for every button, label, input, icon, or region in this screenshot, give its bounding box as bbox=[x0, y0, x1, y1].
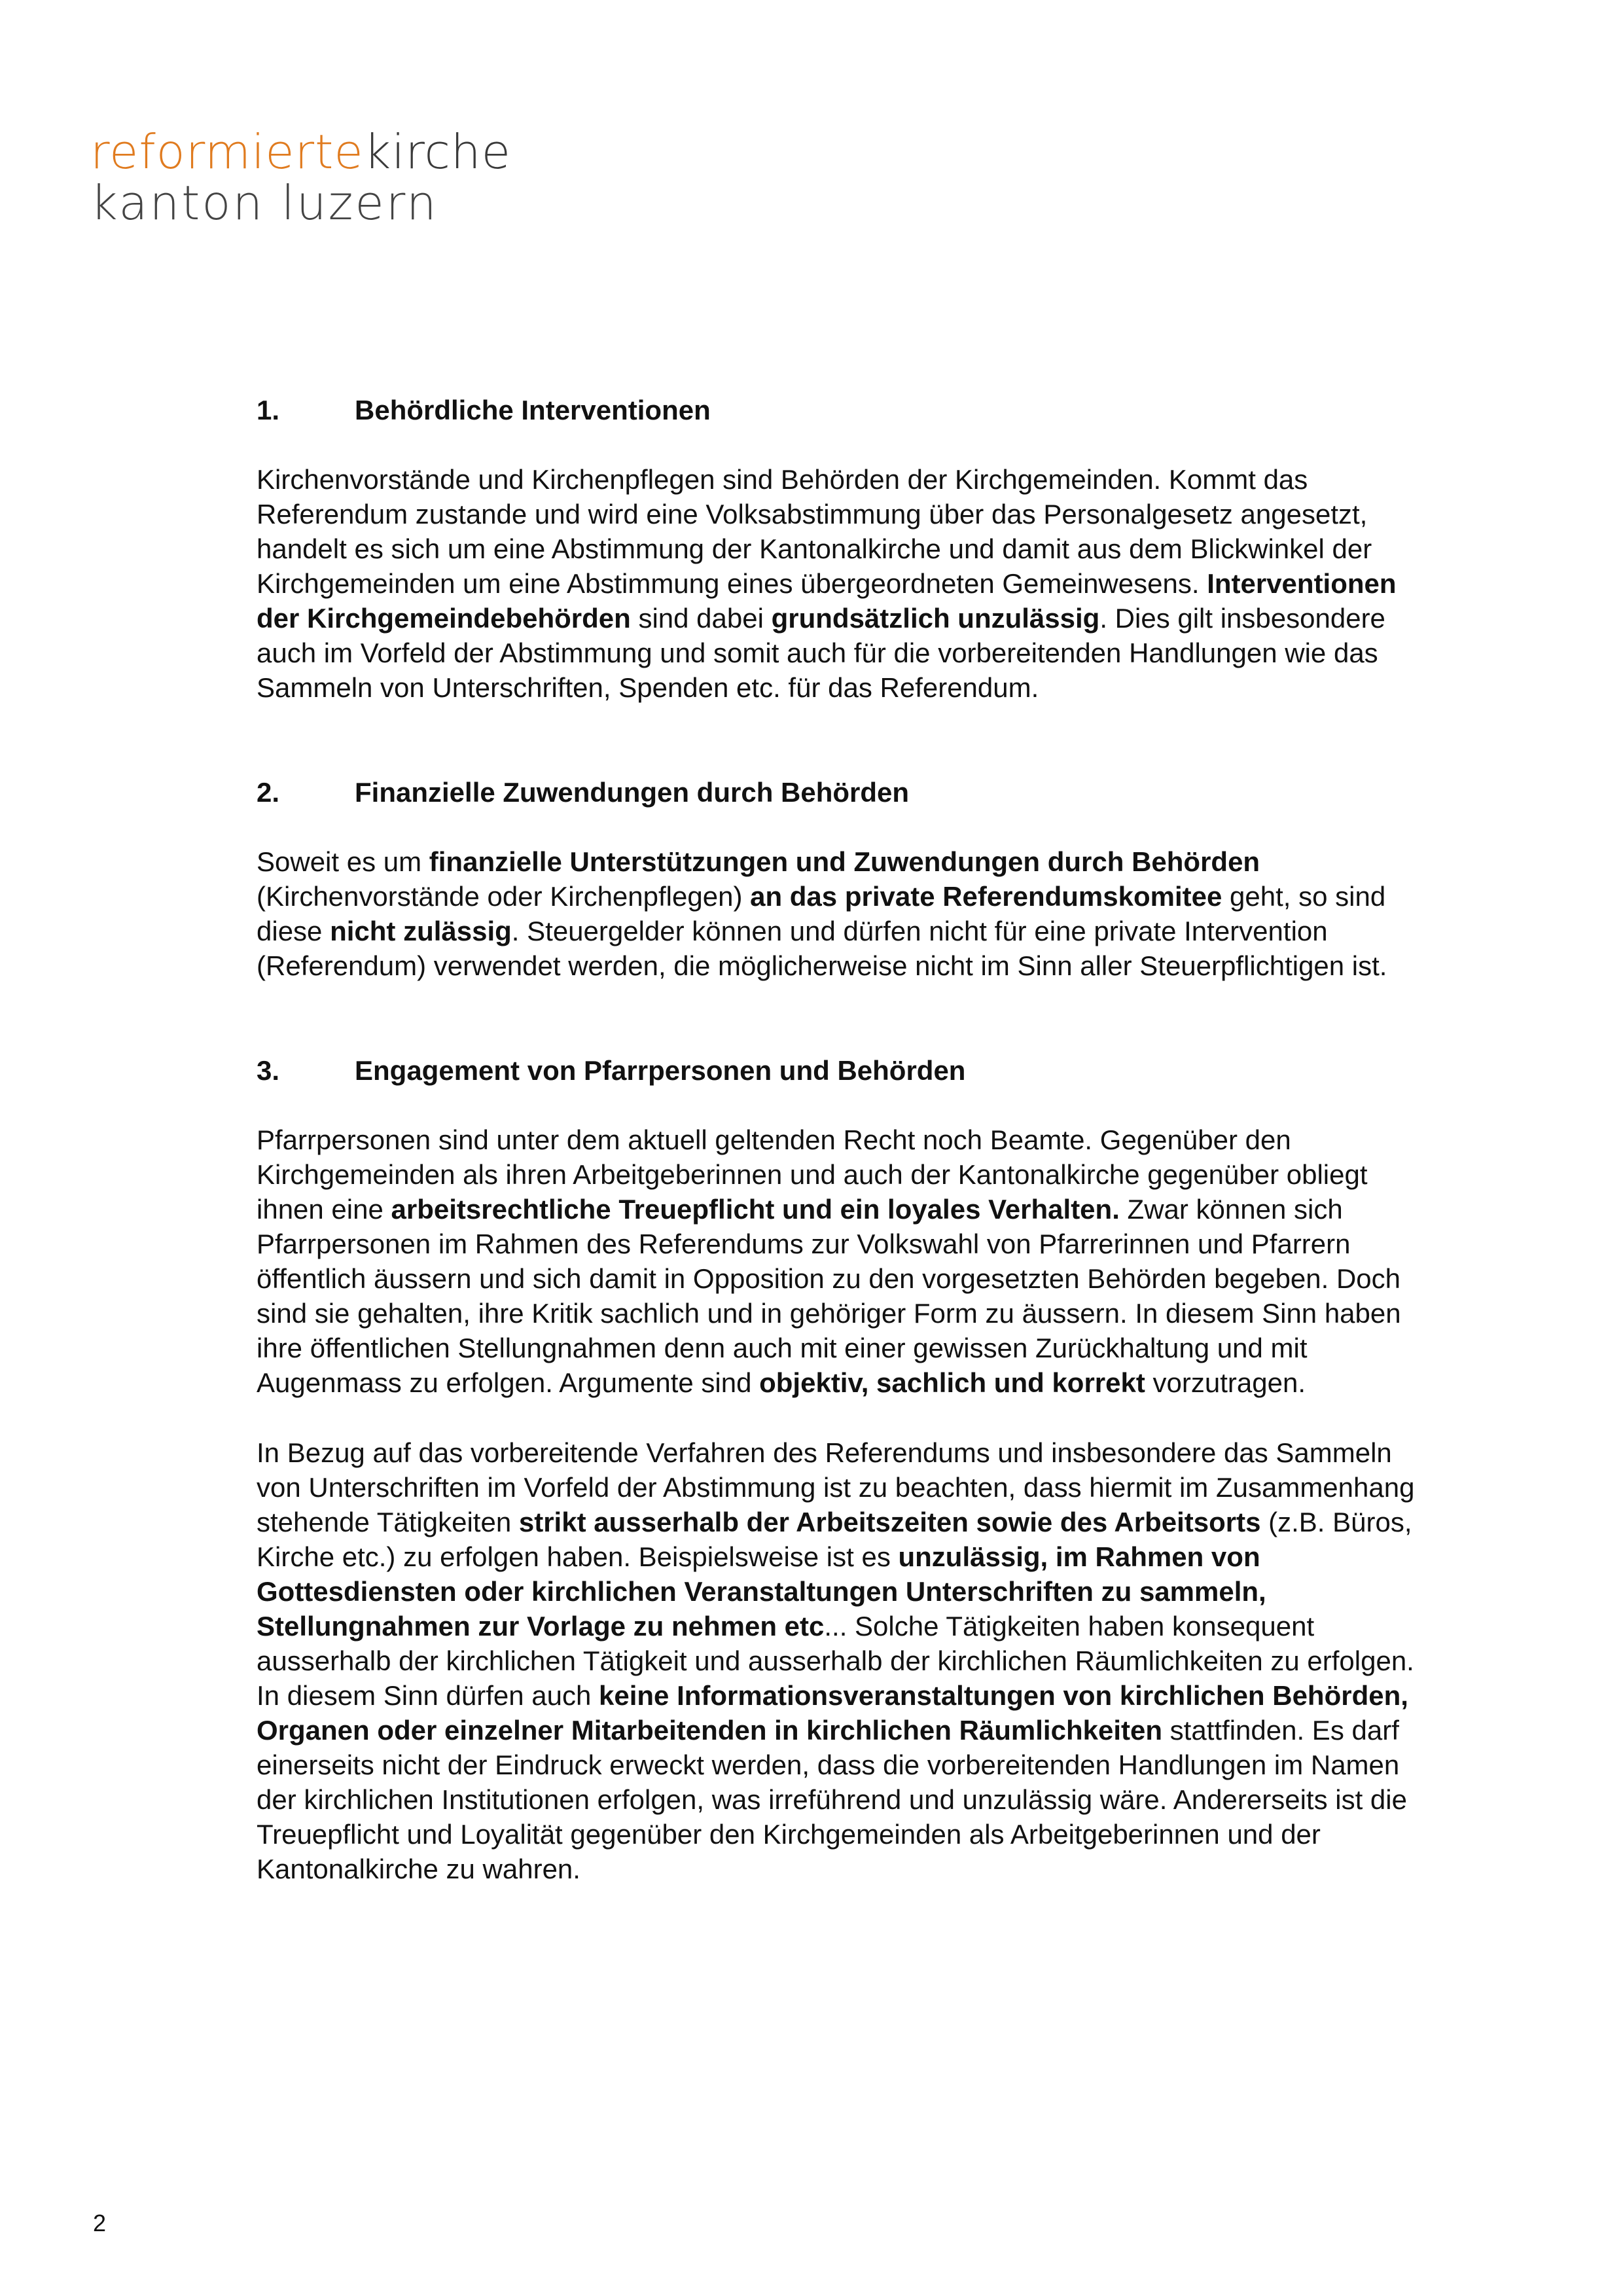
section-1-title: Behördliche Interventionen bbox=[355, 395, 711, 425]
section-3-paragraph-2: In Bezug auf das vorbereitende Verfahren des Referendums und insbesondere das Sammeln von Unterschriften im Vorfeld der Abstimmung ist zu beachten, dass hiermit im Zusammenhang stehende Tätigkeiten strikt ausserhalb der Arbeitszeiten sowie des Arbeitsorts (z.B. Büros, Kirche etc.) zu erfolgen haben. Beispielsweise ist es unzulässig, im Rahmen von Gottesdiensten oder kirchlichen Veranstaltungen Unterschriften zu sammeln, Stellungnahmen zur Vorlage zu nehmen etc... Solche Tätigkeiten haben konsequent ausserhalb der kirchlichen Tätigkeit und ausserhalb der kirchlichen Räumlichkeiten zu erfolgen. In diesem Sinn dürfen auch keine Informationsveranstaltungen von kirchlichen Behörden, Organen oder einzelner Mitarbeitenden in kirchlichen Räumlichkeiten stattfinden. Es darf einerseits nicht der Eindruck erweckt werden, dass die vorbereitenden Handlungen im Namen der kirchlichen Institutionen erfolgen, was irreführend und unzulässig wäre. Andererseits ist die Treuepflicht und Loyalität gegenüber den Kirchgemeinden als Arbeitgeberinnen und der Kantonalkirche zu wahren. bbox=[257, 1437, 1415, 1884]
section-3-paragraph-1: Pfarrpersonen sind unter dem aktuell geltenden Recht noch Beamte. Gegenüber den Kirchgemeinden als ihren Arbeitgeberinnen und auch der Kantonalkirche gegenüber obliegt ihnen eine arbeitsrechtliche Treuepflicht und ein loyales Verhalten. Zwar können sich Pfarrpersonen im Rahmen des Referendums zur Volkswahl von Pfarrerinnen und Pfarrern öffentlich äussern und sich damit in Opposition zu den vorgesetzten Behörden begeben. Doch sind sie gehalten, ihre Kritik sachlich und in gehöriger Form zu äussern. In diesem Sinn haben ihre öffentlichen Stellungnahmen denn auch mit einer gewissen Zurückhaltung und mit Augenmass zu erfolgen. Argumente sind objektiv, sachlich und korrekt vorzutragen. bbox=[257, 1124, 1401, 1398]
section-3-title: Engagement von Pfarrpersonen und Behörden bbox=[355, 1055, 966, 1086]
document-body bbox=[257, 393, 1421, 1886]
section-2-heading bbox=[257, 775, 1421, 810]
logo bbox=[90, 124, 511, 230]
page-number: 2 bbox=[93, 2210, 107, 2236]
section-3-number: 3. bbox=[257, 1055, 280, 1086]
logo-line-2: kanton luzern bbox=[90, 175, 438, 230]
section-2-paragraph: Soweit es um finanzielle Unterstützungen und Zuwendungen durch Behörden (Kirchenvorstände oder Kirchenpflegen) an das private Referendumskomitee geht, so sind diese nicht zulässig. Steuergelder können und dürfen nicht für eine private Intervention (Referendum) verwendet werden, die möglicherweise nicht im Sinn aller Steuerpflichtigen ist. bbox=[257, 846, 1387, 981]
section-1-paragraph: Kirchenvorstände und Kirchenpflegen sind Behörden der Kirchgemeinden. Kommt das Referendum zustande und wird eine Volksabstimmung über das Personalgesetz angesetzt, handelt es sich um eine Abstimmung der Kantonalkirche und damit aus dem Blickwinkel der Kirchgemeinden um eine Abstimmung eines übergeordneten Gemeinwesens. Interventionen der Kirchgemeindebehörden sind dabei grundsätzlich unzulässig. Dies gilt insbesondere auch im Vorfeld der Abstimmung und somit auch für die vorbereitenden Handlungen wie das Sammeln von Unterschriften, Spenden etc. für das Referendum. bbox=[257, 464, 1397, 703]
section-1-heading bbox=[257, 393, 1421, 427]
logo-line-1 bbox=[90, 124, 511, 179]
logo-word-reformierte: reformierte bbox=[90, 124, 364, 179]
section-2-title: Finanzielle Zuwendungen durch Behörden bbox=[355, 777, 910, 808]
section-3-heading bbox=[257, 1053, 1421, 1088]
section-1-number: 1. bbox=[257, 395, 280, 425]
logo-word-kirche: kirche bbox=[363, 124, 511, 179]
section-2-number: 2. bbox=[257, 777, 280, 808]
